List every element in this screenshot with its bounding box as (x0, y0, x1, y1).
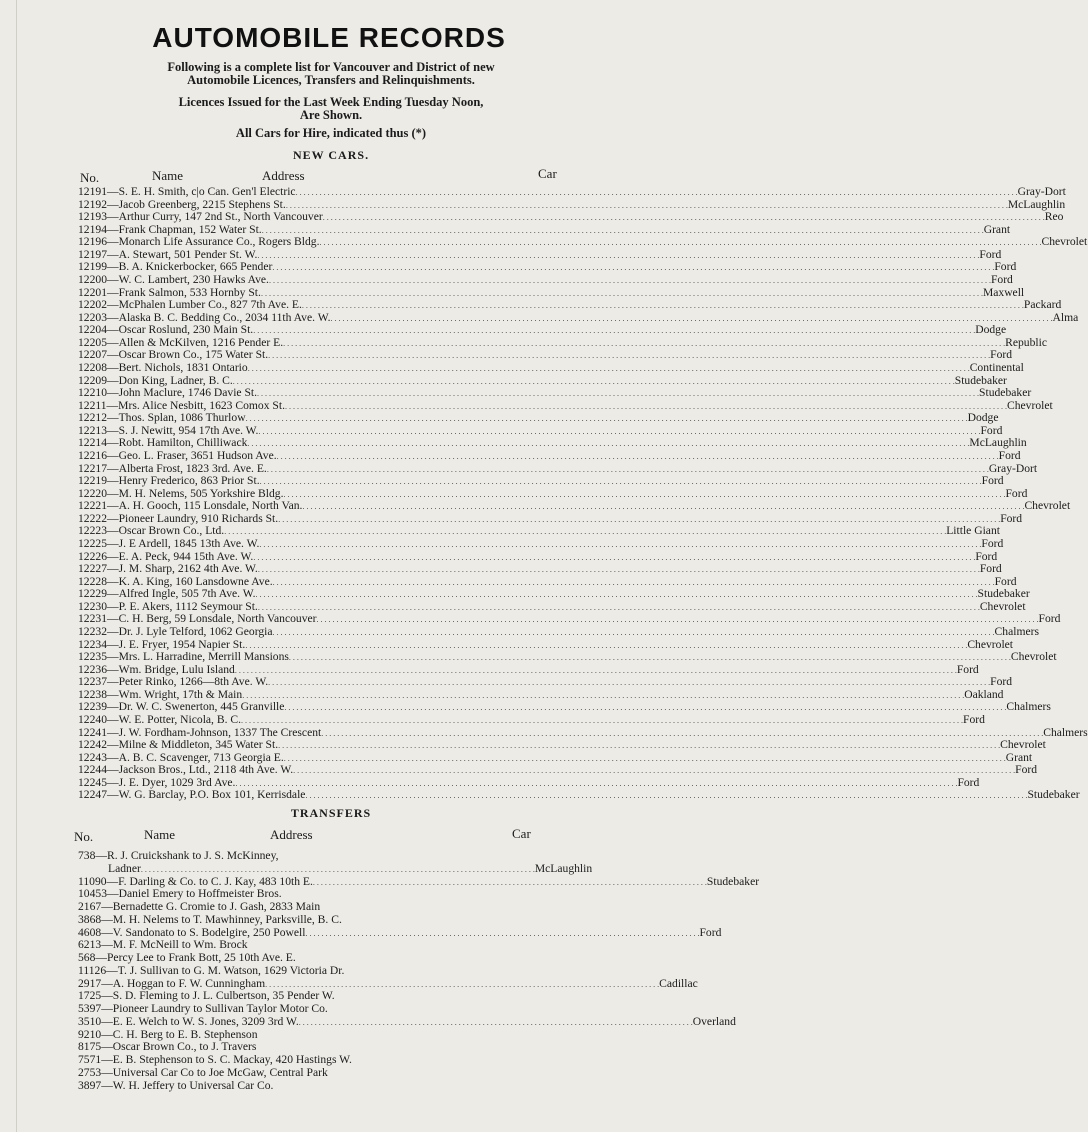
new-car-make: Ford (975, 549, 998, 563)
transfer-row (78, 990, 564, 1003)
new-car-make: McLaughlin (969, 436, 1027, 450)
new-car-make: Ford (994, 574, 1017, 588)
new-car-make: Chevrolet (1024, 499, 1071, 513)
transfer-row (78, 965, 564, 978)
transfer-entry: 10453—Daniel Emery to Hoffmeister Bros. (78, 887, 282, 901)
transfer-car-make: Overland (692, 1014, 736, 1028)
new-car-make: Gray-Dort (1017, 185, 1066, 198)
new-car-entry: 12228—K. A. King, 160 Lansdowne Ave. (78, 574, 273, 588)
transfer-row (78, 1014, 736, 1029)
new-car-entry: 12245—J. E. Dyer, 1029 3rd Ave. (78, 775, 236, 789)
new-car-make: Chevrolet (1000, 738, 1046, 752)
leader-dots (235, 664, 957, 678)
new-car-row (78, 562, 1002, 576)
transfer-entry: Ladner (108, 861, 141, 875)
leader-dots (286, 199, 1008, 213)
new-car-entry: 12234—J. E. Fryer, 1954 Napier St. (78, 637, 246, 651)
leader-dots (268, 676, 990, 690)
new-car-make: Chevrolet (1041, 235, 1088, 249)
new-car-entry: 12238—Wm. Wright, 17th & Main (78, 687, 243, 701)
new-car-entry: 12243—A. B. C. Scavenger, 713 Georgia E. (78, 750, 284, 764)
leader-dots (261, 287, 983, 301)
new-car-make: Dodge (975, 323, 1007, 337)
new-car-entry: 12213—S. J. Newitt, 954 17th Ave. W. (78, 423, 259, 437)
leader-dots (302, 299, 1024, 313)
new-car-row (78, 185, 1066, 199)
new-car-entry: 12205—Allen & McKilven, 1216 Pender E. (78, 335, 284, 349)
transfer-car-make: McLaughlin (534, 861, 593, 875)
new-car-entry: 12207—Oscar Brown Co., 175 Water St. (78, 348, 269, 362)
new-car-make: Maxwell (982, 285, 1025, 299)
transfers-col-name: Name (144, 827, 176, 842)
new-car-make: Ford (963, 712, 985, 726)
new-car-entry: 12209—Don King, Ladner, B. C. (78, 373, 233, 387)
new-cars-col-name: Name (152, 168, 184, 183)
leader-dots (277, 450, 999, 464)
leader-dots (317, 613, 1039, 627)
new-car-make: Ford (1038, 612, 1061, 626)
leader-dots (253, 551, 975, 565)
transfer-entry: 568—Percy Lee to Frank Bott, 25 10th Ave. E. (78, 951, 296, 964)
new-car-make: Chalmers (1006, 700, 1051, 714)
new-car-entry: 12220—M. H. Nelems, 505 Yorkshire Bldg. (78, 486, 284, 500)
transfer-entry: 3897—W. H. Jeffery to Universal Car Co. (78, 1078, 274, 1092)
new-car-entry: 12232—Dr. J. Lyle Telford, 1062 Georgia (78, 624, 273, 638)
new-car-entry: 12231—C. H. Berg, 59 Lonsdale, North Vancouver (78, 612, 317, 626)
transfer-entry: 11090—F. Darling & Co. to C. J. Kay, 483 10th E. (78, 874, 313, 888)
leader-dots (305, 789, 1027, 803)
transfer-entry: 7571—E. B. Stephenson to S. C. Mackay, 420 Hastings W. (78, 1053, 352, 1066)
leader-dots (285, 400, 1007, 414)
leader-dots (269, 274, 991, 288)
leader-dots (296, 186, 1018, 200)
new-car-entry: 12240—W. E. Potter, Nicola, B. C. (78, 712, 242, 726)
new-car-entry: 12244—Jackson Bros., Ltd., 2118 4th Ave. W. (78, 763, 294, 777)
leader-dots (283, 488, 1005, 502)
leader-dots (256, 588, 978, 602)
new-car-entry: 12193—Arthur Curry, 147 2nd St., North Vancouver (78, 210, 323, 224)
intro-line-4: Are Shown. (299, 108, 363, 122)
leader-dots (299, 1016, 693, 1030)
leader-dots (313, 876, 707, 890)
new-car-make: Ford (979, 247, 1002, 261)
transfer-row (78, 952, 564, 965)
new-car-entry: 12222—Pioneer Laundry, 910 Richards St. (78, 511, 279, 525)
transfer-row (78, 976, 698, 991)
new-car-make: Alma (1052, 310, 1079, 324)
new-cars-col-address: Address (262, 168, 305, 183)
transfers-col-no: No. (74, 829, 94, 844)
new-car-make: Studebaker (954, 373, 1007, 387)
leader-dots (272, 261, 994, 275)
leader-dots (248, 362, 970, 376)
new-car-entry: 12227—J. M. Sharp, 2162 4th Ave. W. (78, 562, 258, 576)
new-car-entry: 12241—J. W. Fordham-Johnson, 1337 The Crescent (78, 725, 322, 739)
new-car-make: Ford (957, 775, 980, 789)
new-car-make: Ford (1005, 486, 1028, 500)
new-car-make: Ford (994, 260, 1017, 274)
new-car-make: Grant (983, 222, 1011, 236)
new-car-entry: 12196—Monarch Life Assurance Co., Rogers Bldg. (78, 235, 320, 249)
new-car-row (78, 235, 1088, 249)
new-car-row (78, 587, 1030, 601)
new-car-row (78, 448, 1021, 463)
new-car-make: Ford (981, 474, 1004, 488)
transfer-row (78, 1003, 564, 1016)
transfer-entry: 8175—Oscar Brown Co., to J. Travers (78, 1040, 257, 1054)
intro-line-3: Licences Issued for the Last Week Ending Tuesday Noon, (178, 95, 484, 109)
transfer-row (78, 901, 564, 914)
transfer-row (78, 850, 564, 863)
leader-dots (247, 437, 969, 451)
new-car-row (78, 499, 1071, 513)
new-car-entry: 12192—Jacob Greenberg, 2215 Stephens St. (78, 197, 286, 211)
transfer-row (108, 861, 593, 876)
transfer-row (78, 1067, 564, 1080)
leader-dots (246, 412, 968, 426)
leader-dots (257, 387, 979, 401)
new-car-entry: 12223—Oscar Brown Co., Ltd. (78, 524, 225, 538)
transfers-heading: TRANSFERS (290, 806, 372, 820)
new-car-make: Packard (1023, 298, 1062, 312)
leader-dots (293, 764, 1015, 778)
leader-dots (253, 324, 975, 338)
leader-dots (273, 626, 995, 640)
new-car-make: Ford (990, 272, 1013, 286)
transfer-entry: 3868—M. H. Nelems to T. Mawhinney, Parksville, B. C. (78, 912, 342, 926)
leader-dots (302, 500, 1024, 514)
transfer-entry: 2167—Bernadette G. Cromie to J. Gash, 2833 Main (78, 900, 321, 913)
new-car-row (78, 675, 1013, 689)
leader-dots (258, 563, 980, 577)
new-car-entry: 12208—Bert. Nichols, 1831 Ontario (78, 360, 248, 374)
new-car-make: Ford (990, 675, 1013, 689)
leader-dots (320, 236, 1042, 250)
transfer-row (78, 925, 722, 940)
leader-dots (258, 425, 980, 439)
transfer-entry: 738—R. J. Cruickshank to J. S. McKinney, (78, 849, 279, 862)
new-car-entry: 12229—Alfred Ingle, 505 7th Ave. W. (78, 587, 256, 601)
new-car-entry: 12212—Thos. Splan, 1086 Thurlow (78, 411, 246, 425)
new-car-entry: 12201—Frank Salmon, 533 Hornby St. (78, 285, 261, 299)
transfer-entry: 11126—T. J. Sullivan to G. M. Watson, 1629 Victoria Dr. (78, 963, 345, 977)
new-car-entry: 12203—Alaska B. C. Bedding Co., 2034 11th Ave. W. (78, 310, 331, 324)
transfer-row (78, 888, 564, 901)
new-car-entry: 12204—Oscar Roslund, 230 Main St. (78, 323, 254, 337)
transfer-entry: 2917—A. Hoggan to F. W. Cunningham (78, 976, 266, 990)
new-car-entry: 12199—B. A. Knickerbocker, 665 Pender (78, 260, 273, 274)
new-car-make: Republic (1005, 335, 1047, 349)
new-car-entry: 12200—W. C. Lambert, 230 Hawks Ave. (78, 272, 269, 286)
new-car-make: Dodge (967, 411, 999, 425)
transfer-entry: 2753—Universal Car Co to Joe McGaw, Central Park (78, 1065, 328, 1079)
new-car-row (78, 536, 1004, 551)
new-car-row (78, 298, 1062, 312)
leader-dots (305, 927, 699, 941)
transfer-row (78, 1054, 564, 1067)
leader-dots (260, 475, 982, 489)
new-car-make: Reo (1044, 210, 1064, 224)
new-car-make: McLaughlin (1007, 197, 1066, 211)
new-car-make: Grant (1005, 750, 1033, 764)
page-title: AUTOMOBILE RECORDS (152, 22, 506, 53)
new-car-entry: 12236—Wm. Bridge, Lulu Island (78, 662, 235, 676)
transfer-entry: 5397—Pioneer Laundry to Sullivan Taylor Motor Co. (78, 1002, 328, 1015)
new-car-entry: 12217—Alberta Frost, 1823 3rd. Ave. E. (78, 461, 267, 475)
new-car-row (78, 272, 1013, 287)
leader-dots (241, 714, 963, 728)
new-car-entry: 12194—Frank Chapman, 152 Water St. (78, 222, 262, 236)
new-car-entry: 12225—J. E Ardell, 1845 13th Ave. W. (78, 536, 260, 550)
intro-line-1: Following is a complete list for Vancouver and District of new (167, 60, 495, 74)
new-car-make: Continental (969, 360, 1024, 374)
leader-dots (284, 701, 1006, 715)
new-car-entry: 12239—Dr. W. C. Swenerton, 445 Granville (78, 700, 285, 714)
new-car-make: Chevrolet (979, 599, 1026, 613)
new-car-make: Ford (956, 662, 979, 676)
page-margin-rule (6, 0, 17, 1132)
new-cars-col-no: No. (80, 170, 100, 185)
new-car-make: Chevrolet (1010, 650, 1057, 664)
new-car-make: Chevrolet (1006, 398, 1053, 412)
new-car-entry: 12221—A. H. Gooch, 115 Lonsdale, North Van. (78, 499, 303, 513)
new-car-make: Chevrolet (967, 637, 1014, 651)
transfer-entry: 1725—S. D. Fleming to J. L. Culbertson, 35 Pender W. (78, 989, 335, 1003)
leader-dots (245, 639, 967, 653)
transfer-row (78, 874, 760, 889)
new-car-entry: 12237—Peter Rinko, 1266—8th Ave. W. (78, 675, 269, 689)
leader-dots (257, 249, 979, 263)
transfer-row (78, 1029, 564, 1042)
new-car-make: Ford (980, 423, 1003, 437)
new-car-make: Oakland (964, 687, 1004, 701)
transfer-car-make: Studebaker (706, 874, 760, 888)
new-car-row (78, 386, 1032, 400)
transfer-row (78, 939, 564, 952)
new-car-make: Ford (981, 536, 1004, 550)
new-car-row (78, 650, 1057, 664)
new-car-entry: 12235—Mrs. L. Harradine, Merrill Mansions (78, 650, 289, 664)
new-car-make: Chalmers (994, 624, 1039, 638)
new-car-row (78, 788, 1080, 802)
new-car-entry: 12242—Milne & Middleton, 345 Water St. (78, 738, 279, 752)
new-car-row (78, 712, 985, 727)
new-car-entry: 12191—S. E. H. Smith, c|o Can. Gen'l Electric (78, 185, 296, 198)
new-cars-heading: NEW CARS. (292, 148, 370, 162)
new-car-row (78, 210, 1064, 224)
new-car-make: Ford (1015, 763, 1038, 777)
new-car-entry: 12197—A. Stewart, 501 Pender St. W. (78, 247, 258, 261)
leader-dots (262, 224, 984, 238)
new-car-make: Ford (990, 348, 1013, 362)
new-car-entry: 12226—E. A. Peck, 944 15th Ave. W. (78, 549, 254, 563)
leader-dots (267, 463, 989, 477)
leader-dots (273, 576, 995, 590)
new-car-make: Studebaker (1027, 788, 1080, 802)
new-car-entry: 12210—John Maclure, 1746 Davie St. (78, 386, 258, 400)
transfer-entry: 6213—M. F. McNeill to Wm. Brock (78, 938, 248, 952)
new-car-row (78, 411, 999, 425)
leader-dots (278, 513, 1000, 527)
leader-dots (283, 337, 1005, 351)
new-cars-col-car: Car (538, 166, 557, 181)
transfers-col-car: Car (512, 826, 531, 841)
new-car-make: Little Giant (946, 524, 1000, 538)
new-car-make: Chalmers (1043, 725, 1088, 739)
new-car-row (78, 738, 1046, 752)
new-car-row (78, 624, 1039, 639)
new-car-entry: 12202—McPhalen Lumber Co., 827 7th Ave. E. (78, 298, 302, 312)
transfer-car-make: Cadillac (659, 976, 698, 990)
new-car-make: Gray-Dort (988, 461, 1038, 475)
leader-dots (233, 375, 955, 389)
transfer-entry: 4608—V. Sandonato to S. Bodelgire, 250 Powell (78, 925, 306, 939)
transfer-row (78, 1080, 564, 1093)
leader-dots (268, 349, 990, 363)
transfer-entry: 3510—E. E. Welch to W. S. Jones, 3209 3rd W. (78, 1014, 299, 1028)
transfer-row (78, 1041, 564, 1054)
leader-dots (331, 312, 1053, 326)
new-car-make: Ford (1000, 511, 1023, 525)
transfer-car-make: Ford (699, 925, 722, 939)
leader-dots (323, 211, 1045, 225)
new-car-entry: 12216—Geo. L. Fraser, 3651 Hudson Ave. (78, 448, 277, 462)
leader-dots (284, 752, 1006, 766)
leader-dots (242, 689, 964, 703)
new-car-row (78, 763, 1038, 777)
transfer-row (78, 914, 564, 927)
hire-note: All Cars for Hire, indicated thus (*) (235, 126, 427, 140)
new-car-make: Ford (979, 562, 1002, 576)
transfer-entry: 9210—C. H. Berg to E. B. Stephenson (78, 1027, 258, 1041)
new-car-row (78, 360, 1024, 375)
leader-dots (321, 727, 1043, 741)
leader-dots (278, 739, 1000, 753)
leader-dots (224, 525, 946, 539)
leader-dots (289, 651, 1011, 665)
new-car-entry: 12247—W. G. Barclay, P.O. Box 101, Kerrisdale (78, 788, 306, 802)
new-car-make: Studebaker (977, 587, 1030, 601)
leader-dots (259, 538, 981, 552)
leader-dots (235, 777, 957, 791)
new-car-row (78, 474, 1004, 488)
new-car-entry: 12230—P. E. Akers, 1112 Seymour St. (78, 599, 258, 613)
new-car-make: Studebaker (979, 386, 1032, 400)
new-car-entry: 12214—Robt. Hamilton, Chilliwack (78, 436, 248, 450)
intro-line-2: Automobile Licences, Transfers and Relinquishments. (187, 73, 475, 87)
transfers-col-address: Address (270, 827, 313, 842)
new-car-row (78, 323, 1007, 337)
new-car-entry: 12211—Mrs. Alice Nesbitt, 1623 Comox St. (78, 398, 285, 412)
new-car-make: Ford (998, 448, 1021, 462)
new-car-entry: 12219—Henry Frederico, 863 Prior St. (78, 474, 260, 488)
leader-dots (258, 601, 980, 615)
